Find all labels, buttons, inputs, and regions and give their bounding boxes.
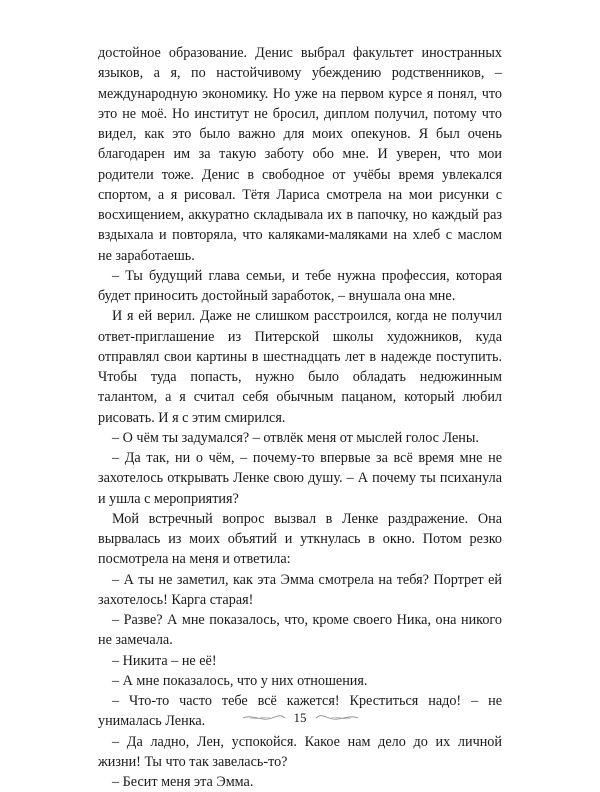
paragraph: – О чём ты задумался? – отвлёк меня от мыслей голос Лены. — [112, 429, 479, 446]
paragraph: достойное образование. Денис выбрал факультет иностранных языков, а я, по настойчивому убеждению родственников, – международную экономику. Но уже на первом курсе я понял, что это не моё. Но институт не бросил, диплом получил, потому что видел, как это было важно для моих опекунов. Я был очень благодарен им за такую заботу обо мне. И уверен, что мои родители тоже. Денис в свободное от учёбы время увлекался спортом, а я рисовал. Тётя Лариса смотрела на мои рисунки с восхищением, аккуратно складывала их в папочку, но каждый раз вздыхала и повторяла, что каляками-маляками на хлеб с маслом не заработаешь. — [98, 45, 502, 264]
paragraph: – Разве? А мне показалось, что, кроме своего Ника, она никого не замечала. — [98, 612, 502, 649]
paragraph: – Да ладно, Лен, успокойся. Какое нам дело до их личной жизни! Ты что так завелась-то? — [98, 733, 502, 770]
paragraph: – Что-то часто тебе всё кажется! Креститься надо! – не унималась Ленка. — [98, 693, 502, 730]
paragraph: – Ты будущий глава семьи, и тебе нужна профессия, которая будет приносить достойный заработок, – внушала она мне. — [98, 267, 502, 304]
left-flourish-ornament-icon — [242, 713, 286, 723]
page-number: 15 — [293, 710, 307, 725]
body-text — [98, 43, 502, 792]
paragraph: – А мне показалось, что у них отношения. — [112, 672, 368, 689]
page-footer — [0, 708, 600, 728]
paragraph: И я ей верил. Даже не слишком расстроился, когда не получил ответ-приглашение из Питерской школы художников, куда отправлял свои картины в шестнадцать лет в надежде поступить. Чтобы туда попасть, нужно было обладать недюжинным талантом, а я считал себя обычным пацаном, который любил рисовать. И я с этим смирился. — [98, 308, 502, 426]
paragraph: – Бесит меня эта Эмма. — [112, 774, 254, 790]
paragraph: Мой встречный вопрос вызвал в Ленке раздражение. Она вырвалась из моих объятий и уткнулась в окно. Потом резко посмотрела на меня и ответила: — [98, 510, 502, 568]
paragraph: – Никита – не её! — [112, 652, 217, 669]
paragraph: – Да так, ни о чём, – почему-то впервые за всё время мне не захотелось открывать Ленке свою душу. – А почему ты психанула и ушла с мероприятия? — [98, 450, 502, 507]
paragraph: – А ты не заметил, как эта Эмма смотрела на тебя? Портрет ей захотелось! Карга старая! — [98, 571, 502, 608]
right-flourish-ornament-icon — [315, 713, 359, 723]
